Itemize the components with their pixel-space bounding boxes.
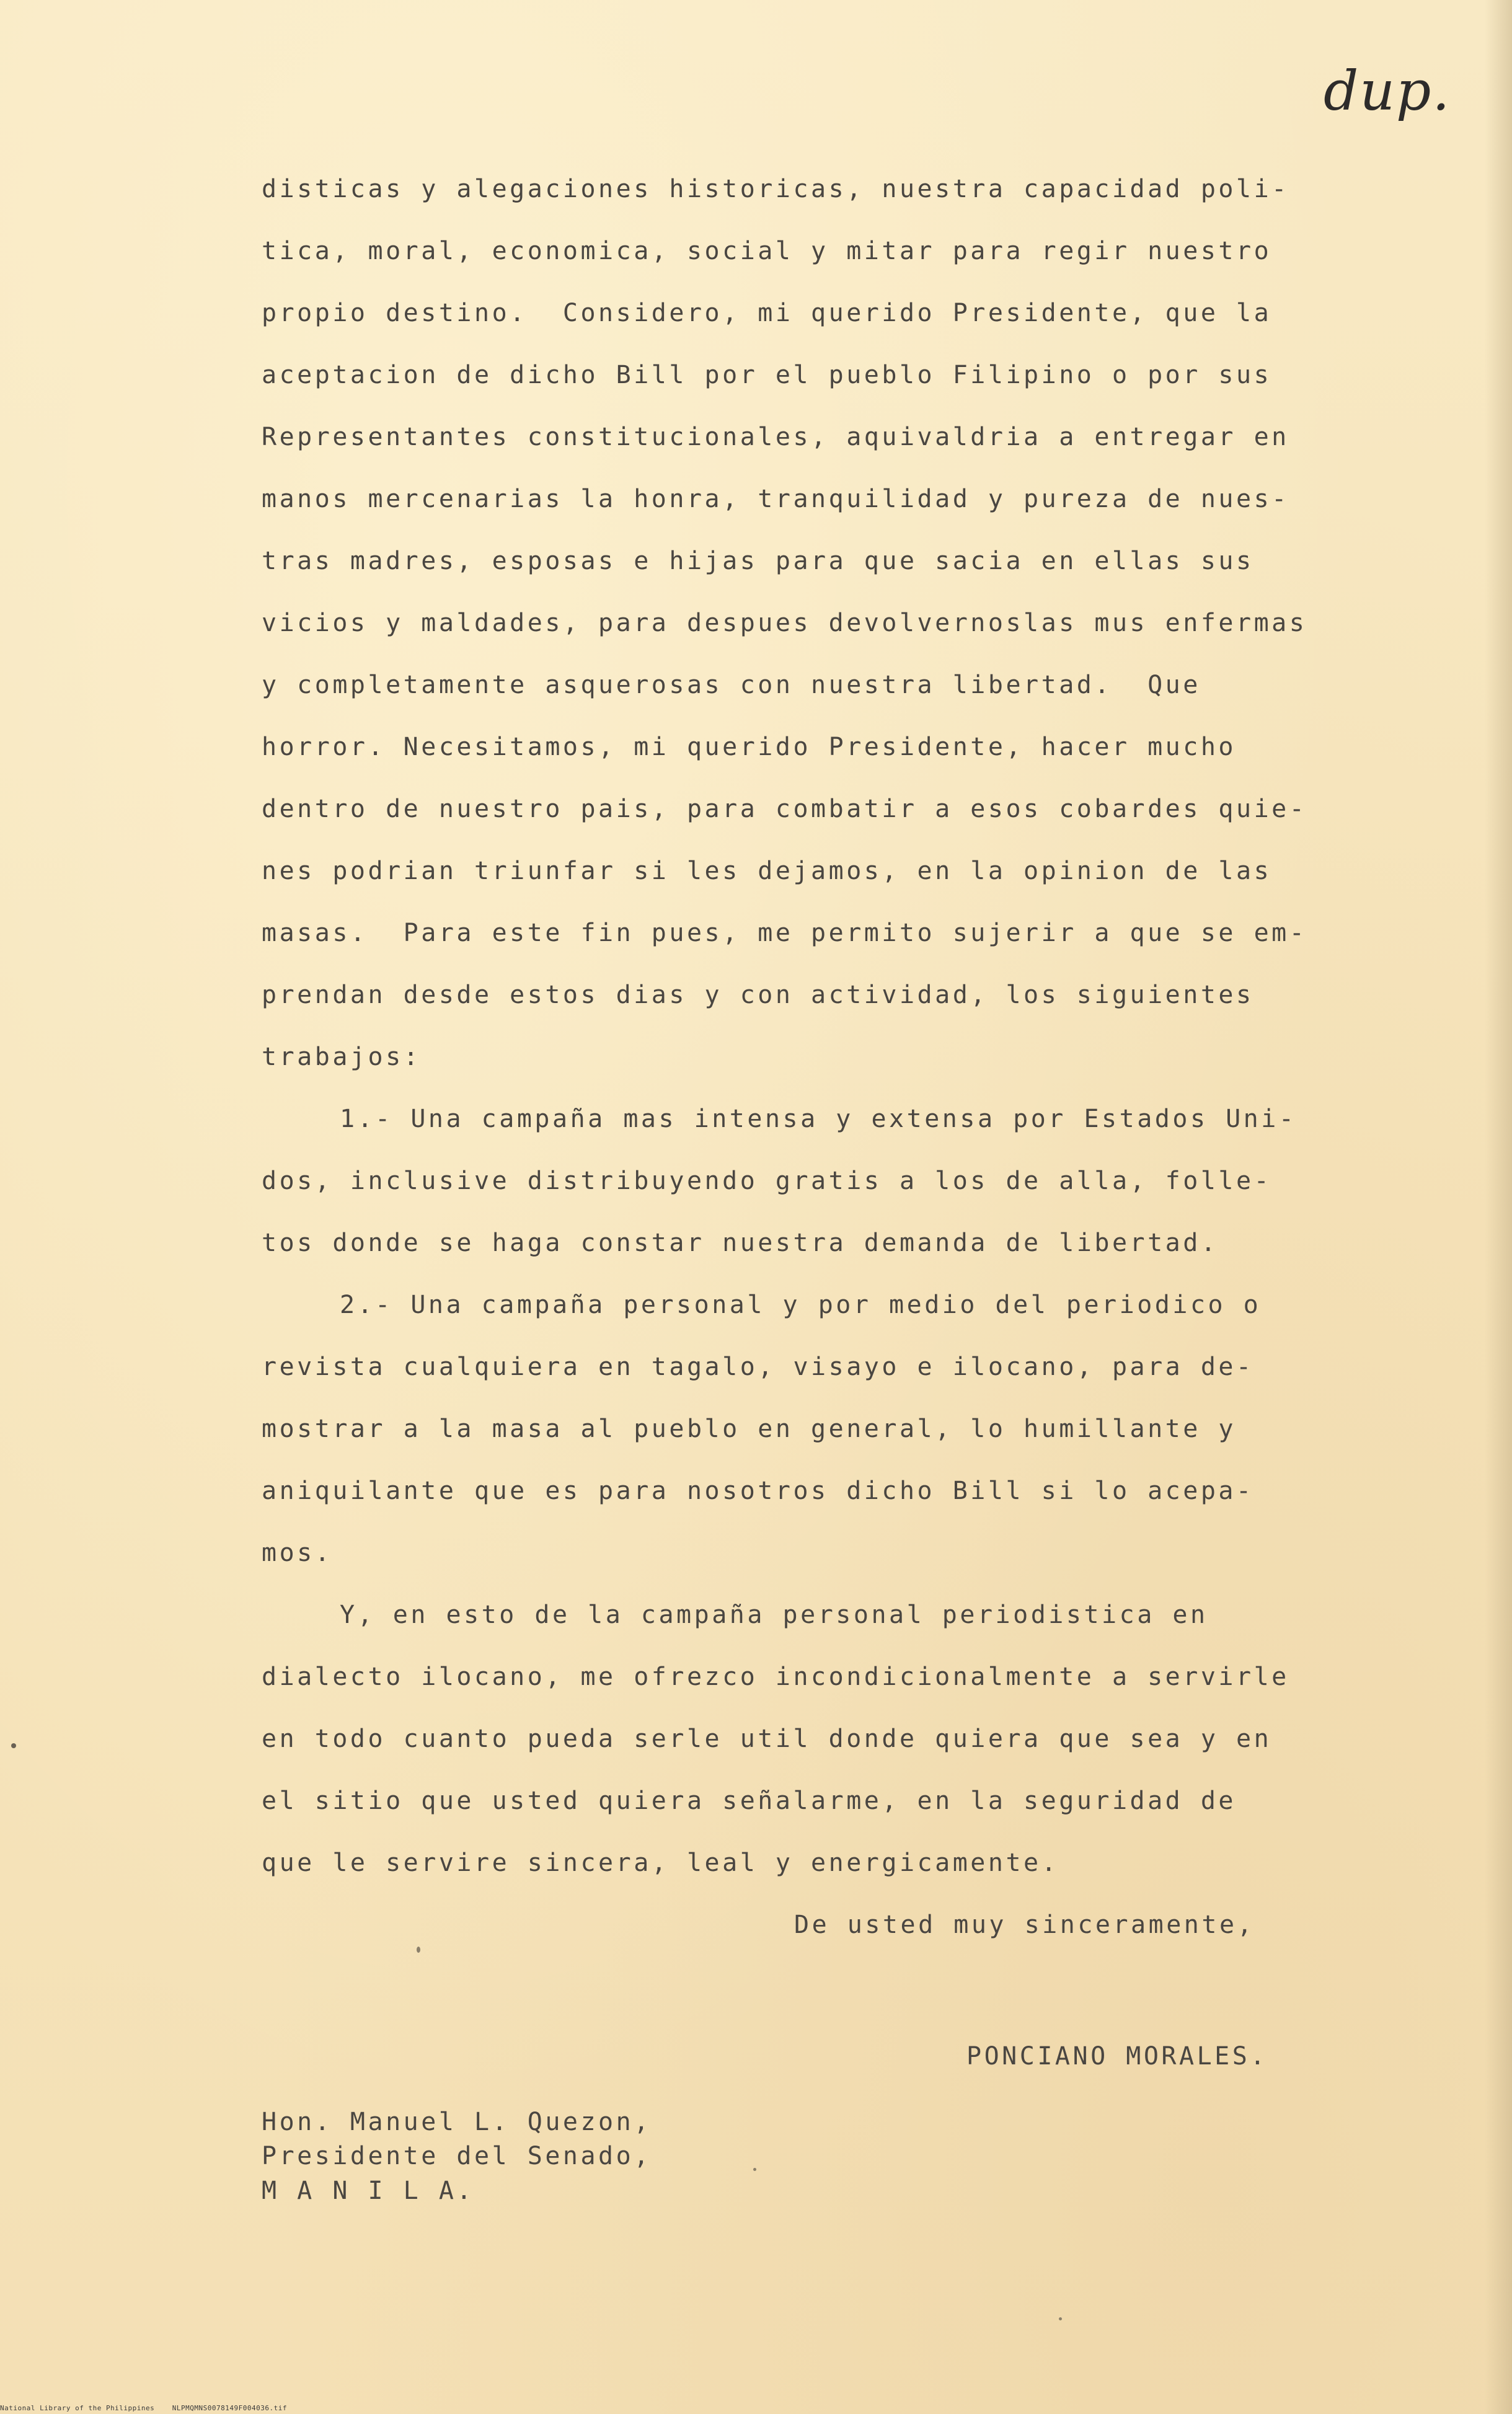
body-line: disticas y alegaciones historicas, nuestra capacidad poli-: [262, 175, 1289, 203]
body-line: vicios y maldades, para despues devolvernoslas mus enfermas: [262, 609, 1307, 637]
ink-speck: [417, 1947, 420, 1953]
body-line: tras madres, esposas e hijas para que sacia en ellas sus: [262, 547, 1254, 575]
handwritten-annotation: dup.: [1324, 59, 1451, 123]
body-line: nes podrian triunfar si les dejamos, en la opinion de las: [262, 857, 1272, 885]
body-line: aceptacion de dicho Bill por el pueblo Filipino o por sus: [262, 361, 1272, 389]
body-line: dentro de nuestro pais, para combatir a esos cobardes quie-: [262, 795, 1307, 823]
list-item-line: mostrar a la masa al pueblo en general, lo humillante y: [262, 1415, 1237, 1443]
list-item-line: tos donde se haga constar nuestra demanda de libertad.: [262, 1229, 1219, 1257]
body-line: tica, moral, economica, social y mitar para regir nuestro: [262, 237, 1272, 265]
salutation: De usted muy sinceramente,: [794, 1911, 1255, 1939]
list-item-line: 1.- Una campaña mas intensa y extensa por Estados Uni-: [340, 1105, 1297, 1133]
archive-footer: National Library of the Philippines NLPMQMNS0078149F004036.tif: [0, 2404, 287, 2412]
ink-speck: [753, 2168, 756, 2171]
list-item-line: aniquilante que es para nosotros dicho Bill si lo acepa-: [262, 1477, 1254, 1505]
closing-line: en todo cuanto pueda serle util donde quiera que sea y en: [262, 1725, 1272, 1753]
closing-line: dialecto ilocano, me ofrezco incondicionalmente a servirle: [262, 1663, 1289, 1691]
list-item-line: mos.: [262, 1539, 333, 1567]
closing-line: que le servire sincera, leal y energicamente.: [262, 1849, 1059, 1877]
body-line: masas. Para este fin pues, me permito sujerir a que se em-: [262, 919, 1307, 947]
ink-speck: [11, 1743, 16, 1748]
page-edge-shadow: [1485, 0, 1512, 2414]
closing-line: Y, en esto de la campaña personal periodistica en: [340, 1601, 1208, 1629]
body-line: horror. Necesitamos, mi querido Presidente, hacer mucho: [262, 733, 1237, 761]
ink-speck: [1059, 2317, 1062, 2320]
body-line: trabajos:: [262, 1043, 422, 1071]
body-line: manos mercenarias la honra, tranquilidad y pureza de nues-: [262, 485, 1289, 513]
signature: PONCIANO MORALES.: [966, 2042, 1268, 2071]
closing-line: el sitio que usted quiera señalarme, en la seguridad de: [262, 1787, 1237, 1815]
list-item-line: revista cualquiera en tagalo, visayo e ilocano, para de-: [262, 1353, 1254, 1381]
list-item-line: dos, inclusive distribuyendo gratis a los de alla, folle-: [262, 1167, 1272, 1195]
list-item-line: 2.- Una campaña personal y por medio del periodico o: [340, 1291, 1262, 1319]
addressee-line: Hon. Manuel L. Quezon,: [262, 2108, 652, 2136]
addressee-line: M A N I L A.: [262, 2177, 474, 2205]
body-line: y completamente asquerosas con nuestra libertad. Que: [262, 671, 1201, 699]
body-line: prendan desde estos dias y con actividad, los siguientes: [262, 981, 1254, 1009]
addressee-line: Presidente del Senado,: [262, 2142, 652, 2170]
body-line: Representantes constitucionales, aquivaldria a entregar en: [262, 423, 1289, 451]
body-line: propio destino. Considero, mi querido Presidente, que la: [262, 299, 1272, 327]
